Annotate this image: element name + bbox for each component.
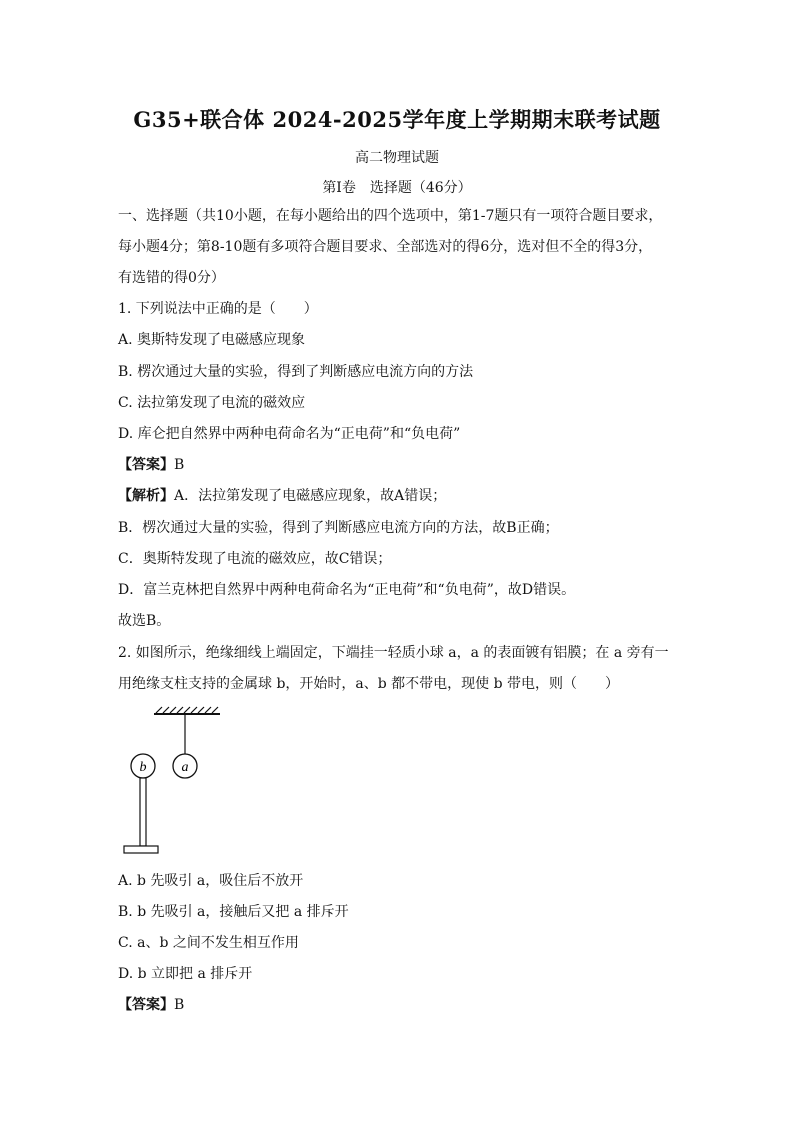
ball-b-label: b [139, 760, 147, 775]
exam-subtitle: 高二物理试题 [355, 150, 439, 166]
question-2-option-a: A. b 先吸引 a，吸住后不放开 [118, 873, 304, 889]
question-1-analysis-line-3: C．奥斯特发现了电流的磁效应，故C错误； [118, 551, 392, 567]
question-1-conclusion: 故选B。 [118, 613, 171, 629]
answer-value: B [174, 457, 185, 473]
question-1-option-b: B. 楞次通过大量的实验，得到了判断感应电流方向的方法 [118, 364, 474, 380]
question-1-analysis-line-2: B．楞次通过大量的实验，得到了判断感应电流方向的方法，故B正确； [118, 520, 559, 536]
question-1-analysis-line-1 [118, 486, 446, 506]
question-1-option-d: D. 库仑把自然界中两种电荷命名为“正电荷”和“负电荷” [118, 426, 461, 442]
electrostatic-diagram [118, 702, 228, 862]
question-1-option-c: C. 法拉第发现了电流的磁效应 [118, 395, 306, 411]
instructions-line-2: 每小题4分；第8-10题有多项符合题目要求、全部选对的得6分，选对但不全的得3分， [118, 239, 653, 255]
question-2-option-c: C. a、b 之间不发生相互作用 [118, 935, 299, 951]
answer-tag: 【答案】 [118, 457, 174, 473]
answer-tag: 【答案】 [118, 997, 174, 1013]
question-2-stem-line-1: 2. 如图所示，绝缘细线上端固定，下端挂一轻质小球 a，a 的表面镀有铝膜；在 a 旁有一 [118, 645, 669, 661]
question-1-answer [118, 455, 184, 475]
question-2-answer [118, 995, 184, 1015]
question-2-option-d: D. b 立即把 a 排斥开 [118, 966, 253, 982]
ball-a-label: a [181, 760, 189, 775]
question-1-option-a: A. 奥斯特发现了电磁感应现象 [118, 332, 306, 348]
question-2-option-b: B. b 先吸引 a，接触后又把 a 排斥开 [118, 904, 349, 920]
pillar-base [124, 846, 158, 853]
instructions-line-1: 一、选择题（共10小题，在每小题给出的四个选项中，第1-7题只有一项符合题目要求， [118, 208, 663, 224]
question-1-analysis-line-4: D．富兰克林把自然界中两种电荷命名为“正电荷”和“负电荷”，故D错误。 [118, 582, 576, 598]
question-2-stem-line-2: 用绝缘支柱支持的金属球 b，开始时，a、b 都不带电，现使 b 带电，则（ ） [118, 676, 620, 692]
section-heading: 第Ⅰ卷 选择题（46分） [322, 180, 472, 196]
analysis-text: A．法拉第发现了电磁感应现象，故A错误； [174, 488, 447, 504]
analysis-tag: 【解析】 [118, 488, 174, 504]
question-1-stem: 1. 下列说法中正确的是（ ） [118, 301, 318, 317]
ceiling-hatch [156, 707, 218, 713]
answer-value: B [174, 997, 185, 1013]
instructions-line-3: 有选错的得0分） [118, 270, 225, 286]
insulating-pillar [140, 778, 146, 846]
exam-title: G35+联合体 2024-2025学年度上学期期末联考试题 [133, 107, 661, 132]
